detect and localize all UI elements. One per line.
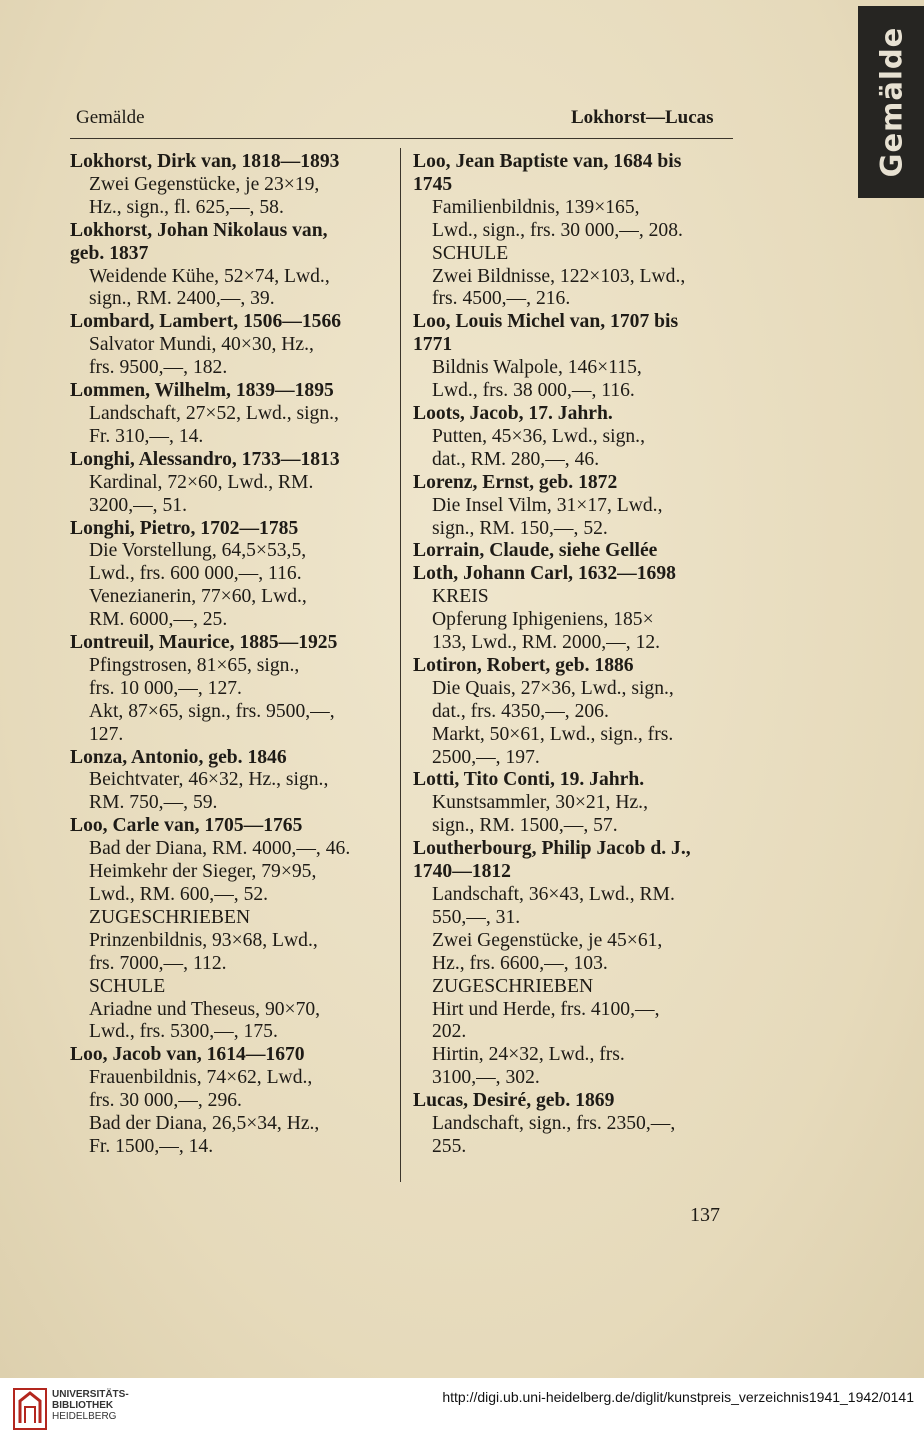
entry-heading: 1740—1812 bbox=[413, 861, 511, 883]
entry-text: Fr. 1500,—, 14. bbox=[89, 1135, 214, 1157]
entry-text: Lwd., frs. 600 000,—, 116. bbox=[89, 563, 302, 585]
entry-text: Bad der Diana, RM. 4000,—, 46. bbox=[89, 838, 351, 860]
entry-text: Frauenbildnis, 74×62, Lwd., bbox=[89, 1067, 313, 1089]
entry-text: Die Vorstellung, 64,5×53,5, bbox=[89, 540, 307, 562]
entry-text: frs. 9500,—, 182. bbox=[89, 357, 228, 379]
entry-heading: Loots, Jacob, 17. Jahrh. bbox=[413, 402, 613, 424]
entry-text: 127. bbox=[89, 723, 124, 745]
entry-heading: Lotiron, Robert, geb. 1886 bbox=[413, 654, 634, 676]
entry-text: Markt, 50×61, Lwd., sign., frs. bbox=[432, 723, 674, 745]
entry-text: frs. 7000,—, 112. bbox=[89, 952, 227, 974]
entry-text: Pfingstrosen, 81×65, sign., bbox=[89, 654, 300, 676]
entry-heading: Longhi, Pietro, 1702—1785 bbox=[70, 517, 299, 539]
entry-heading: Loo, Carle van, 1705—1765 bbox=[70, 815, 303, 837]
entry-text: RM. 6000,—, 25. bbox=[89, 609, 228, 631]
page-number: 137 bbox=[690, 1204, 720, 1226]
library-name-line: HEIDELBERG bbox=[52, 1411, 117, 1422]
entry-text: RM. 750,—, 59. bbox=[89, 792, 218, 814]
entry-text: Lwd., sign., frs. 30 000,—, 208. bbox=[432, 219, 683, 241]
entry-text: KREIS bbox=[432, 586, 489, 608]
entry-heading: geb. 1837 bbox=[70, 242, 149, 264]
entry-text: SCHULE bbox=[432, 242, 509, 264]
entry-text: Lwd., RM. 600,—, 52. bbox=[89, 884, 269, 905]
entry-text: Heimkehr der Sieger, 79×95, bbox=[89, 861, 317, 883]
entry-text: Hirtin, 24×32, Lwd., frs. bbox=[432, 1044, 625, 1066]
entry-text: frs. 30 000,—, 296. bbox=[89, 1090, 242, 1112]
entry-heading: Lommen, Wilhelm, 1839—1895 bbox=[70, 380, 334, 402]
thumb-index-tab bbox=[858, 6, 924, 198]
entry-text: Hirt und Herde, frs. 4100,—, bbox=[432, 998, 660, 1020]
entry-text: 3200,—, 51. bbox=[89, 494, 187, 516]
entry-heading: Lokhorst, Dirk van, 1818—1893 bbox=[70, 151, 340, 172]
entry-heading: Lontreuil, Maurice, 1885—1925 bbox=[70, 632, 338, 654]
entry-text: 133, Lwd., RM. 2000,—, 12. bbox=[432, 632, 661, 654]
running-head-left: Gemälde bbox=[76, 107, 145, 128]
entry-heading: 1745 bbox=[413, 173, 453, 195]
entry-heading: Longhi, Alessandro, 1733—1813 bbox=[70, 448, 340, 470]
header-rule bbox=[70, 138, 733, 139]
entry-text: Salvator Mundi, 40×30, Hz., bbox=[89, 334, 314, 356]
entry-text: Landschaft, 36×43, Lwd., RM. bbox=[432, 884, 675, 905]
entry-text: Die Quais, 27×36, Lwd., sign., bbox=[432, 677, 674, 699]
entry-text: 202. bbox=[432, 1021, 467, 1043]
entry-text: dat., frs. 4350,—, 206. bbox=[432, 700, 609, 722]
entry-text: frs. 4500,—, 216. bbox=[432, 288, 571, 310]
entry-text: Zwei Bildnisse, 122×103, Lwd., bbox=[432, 265, 686, 287]
entry-heading: Loth, Johann Carl, 1632—1698 bbox=[413, 563, 676, 585]
entry-text: Bildnis Walpole, 146×115, bbox=[432, 357, 642, 379]
entry-text: frs. 10 000,—, 127. bbox=[89, 677, 242, 699]
entry-heading: 1771 bbox=[413, 334, 453, 356]
entry-heading: Loo, Jean Baptiste van, 1684 bis bbox=[413, 151, 682, 172]
library-name-line: UNIVERSITÄTS- bbox=[52, 1389, 129, 1400]
library-name-line: BIBLIOTHEK bbox=[52, 1400, 114, 1411]
entry-text: Bad der Diana, 26,5×34, Hz., bbox=[89, 1113, 320, 1135]
entry-text: Lwd., frs. 5300,—, 175. bbox=[89, 1021, 278, 1043]
entry-heading: Lorenz, Ernst, geb. 1872 bbox=[413, 471, 618, 493]
entry-text: Zwei Gegenstücke, je 45×61, bbox=[432, 929, 663, 951]
entry-text: Hz., sign., fl. 625,—, 58. bbox=[89, 196, 284, 218]
library-logo-icon bbox=[12, 1387, 48, 1431]
entry-text: sign., RM. 2400,—, 39. bbox=[89, 288, 275, 310]
entry-text: Venezianerin, 77×60, Lwd., bbox=[89, 586, 307, 608]
entry-heading: Lokhorst, Johan Nikolaus van, bbox=[70, 219, 328, 241]
entry-text: ZUGESCHRIEBEN bbox=[432, 975, 594, 997]
entry-text: Putten, 45×36, Lwd., sign., bbox=[432, 425, 645, 447]
entry-text: Zwei Gegenstücke, je 23×19, bbox=[89, 173, 320, 195]
entry-text: Opferung Iphigeniens, 185× bbox=[432, 609, 654, 631]
entry-text: Familienbildnis, 139×165, bbox=[432, 196, 640, 218]
entry-text: Die Insel Vilm, 31×17, Lwd., bbox=[432, 494, 663, 516]
source-url-link[interactable]: http://digi.ub.uni-heidelberg.de/diglit/kunstpreis_verzeichnis1941_1942/0141 bbox=[442, 1389, 914, 1405]
running-head-right: Lokhorst—Lucas bbox=[571, 107, 714, 128]
entry-text: Fr. 310,—, 14. bbox=[89, 425, 204, 447]
entry-text: dat., RM. 280,—, 46. bbox=[432, 448, 600, 470]
entry-heading: Lombard, Lambert, 1506—1566 bbox=[70, 311, 342, 333]
thumb-index-label: Gemälde bbox=[874, 26, 909, 178]
entry-text: Hz., frs. 6600,—, 103. bbox=[432, 952, 608, 974]
viewer-footer bbox=[0, 1378, 924, 1444]
entry-text: Akt, 87×65, sign., frs. 9500,—, bbox=[89, 700, 335, 722]
entry-text: 2500,—, 197. bbox=[432, 746, 540, 768]
entry-text: 550,—, 31. bbox=[432, 906, 521, 928]
library-name bbox=[52, 1389, 129, 1422]
entry-text: SCHULE bbox=[89, 975, 166, 997]
entry-text: ZUGESCHRIEBEN bbox=[89, 906, 251, 928]
entry-heading: Loo, Louis Michel van, 1707 bis bbox=[413, 311, 679, 333]
entry-text: 3100,—, 302. bbox=[432, 1067, 540, 1089]
entry-text: Ariadne und Theseus, 90×70, bbox=[89, 998, 321, 1020]
entry-text: Landschaft, sign., frs. 2350,—, bbox=[432, 1113, 676, 1135]
entry-text: Prinzenbildnis, 93×68, Lwd., bbox=[89, 929, 318, 951]
entry-text: Weidende Kühe, 52×74, Lwd., bbox=[89, 265, 330, 287]
column-divider bbox=[400, 148, 401, 1182]
entry-text: Landschaft, 27×52, Lwd., sign., bbox=[89, 402, 339, 424]
entry-text: Kunstsammler, 30×21, Hz., bbox=[432, 792, 648, 814]
entry-text: sign., RM. 1500,—, 57. bbox=[432, 815, 618, 837]
entry-heading: Lorrain, Claude, siehe Gellée bbox=[413, 540, 658, 562]
entry-heading: Lucas, Desiré, geb. 1869 bbox=[413, 1090, 615, 1112]
entry-text: Beichtvater, 46×32, Hz., sign., bbox=[89, 769, 329, 791]
entry-heading: Lotti, Tito Conti, 19. Jahrh. bbox=[413, 769, 645, 791]
entry-heading: Lonza, Antonio, geb. 1846 bbox=[70, 746, 287, 768]
entry-text: Lwd., frs. 38 000,—, 116. bbox=[432, 380, 635, 402]
entry-text: 255. bbox=[432, 1135, 467, 1157]
entry-text: Kardinal, 72×60, Lwd., RM. bbox=[89, 471, 314, 493]
entry-heading: Loutherbourg, Philip Jacob d. J., bbox=[413, 838, 691, 860]
left-column bbox=[70, 151, 388, 1159]
right-column bbox=[413, 151, 731, 1159]
entry-text: sign., RM. 150,—, 52. bbox=[432, 517, 608, 539]
entry-heading: Loo, Jacob van, 1614—1670 bbox=[70, 1044, 305, 1066]
